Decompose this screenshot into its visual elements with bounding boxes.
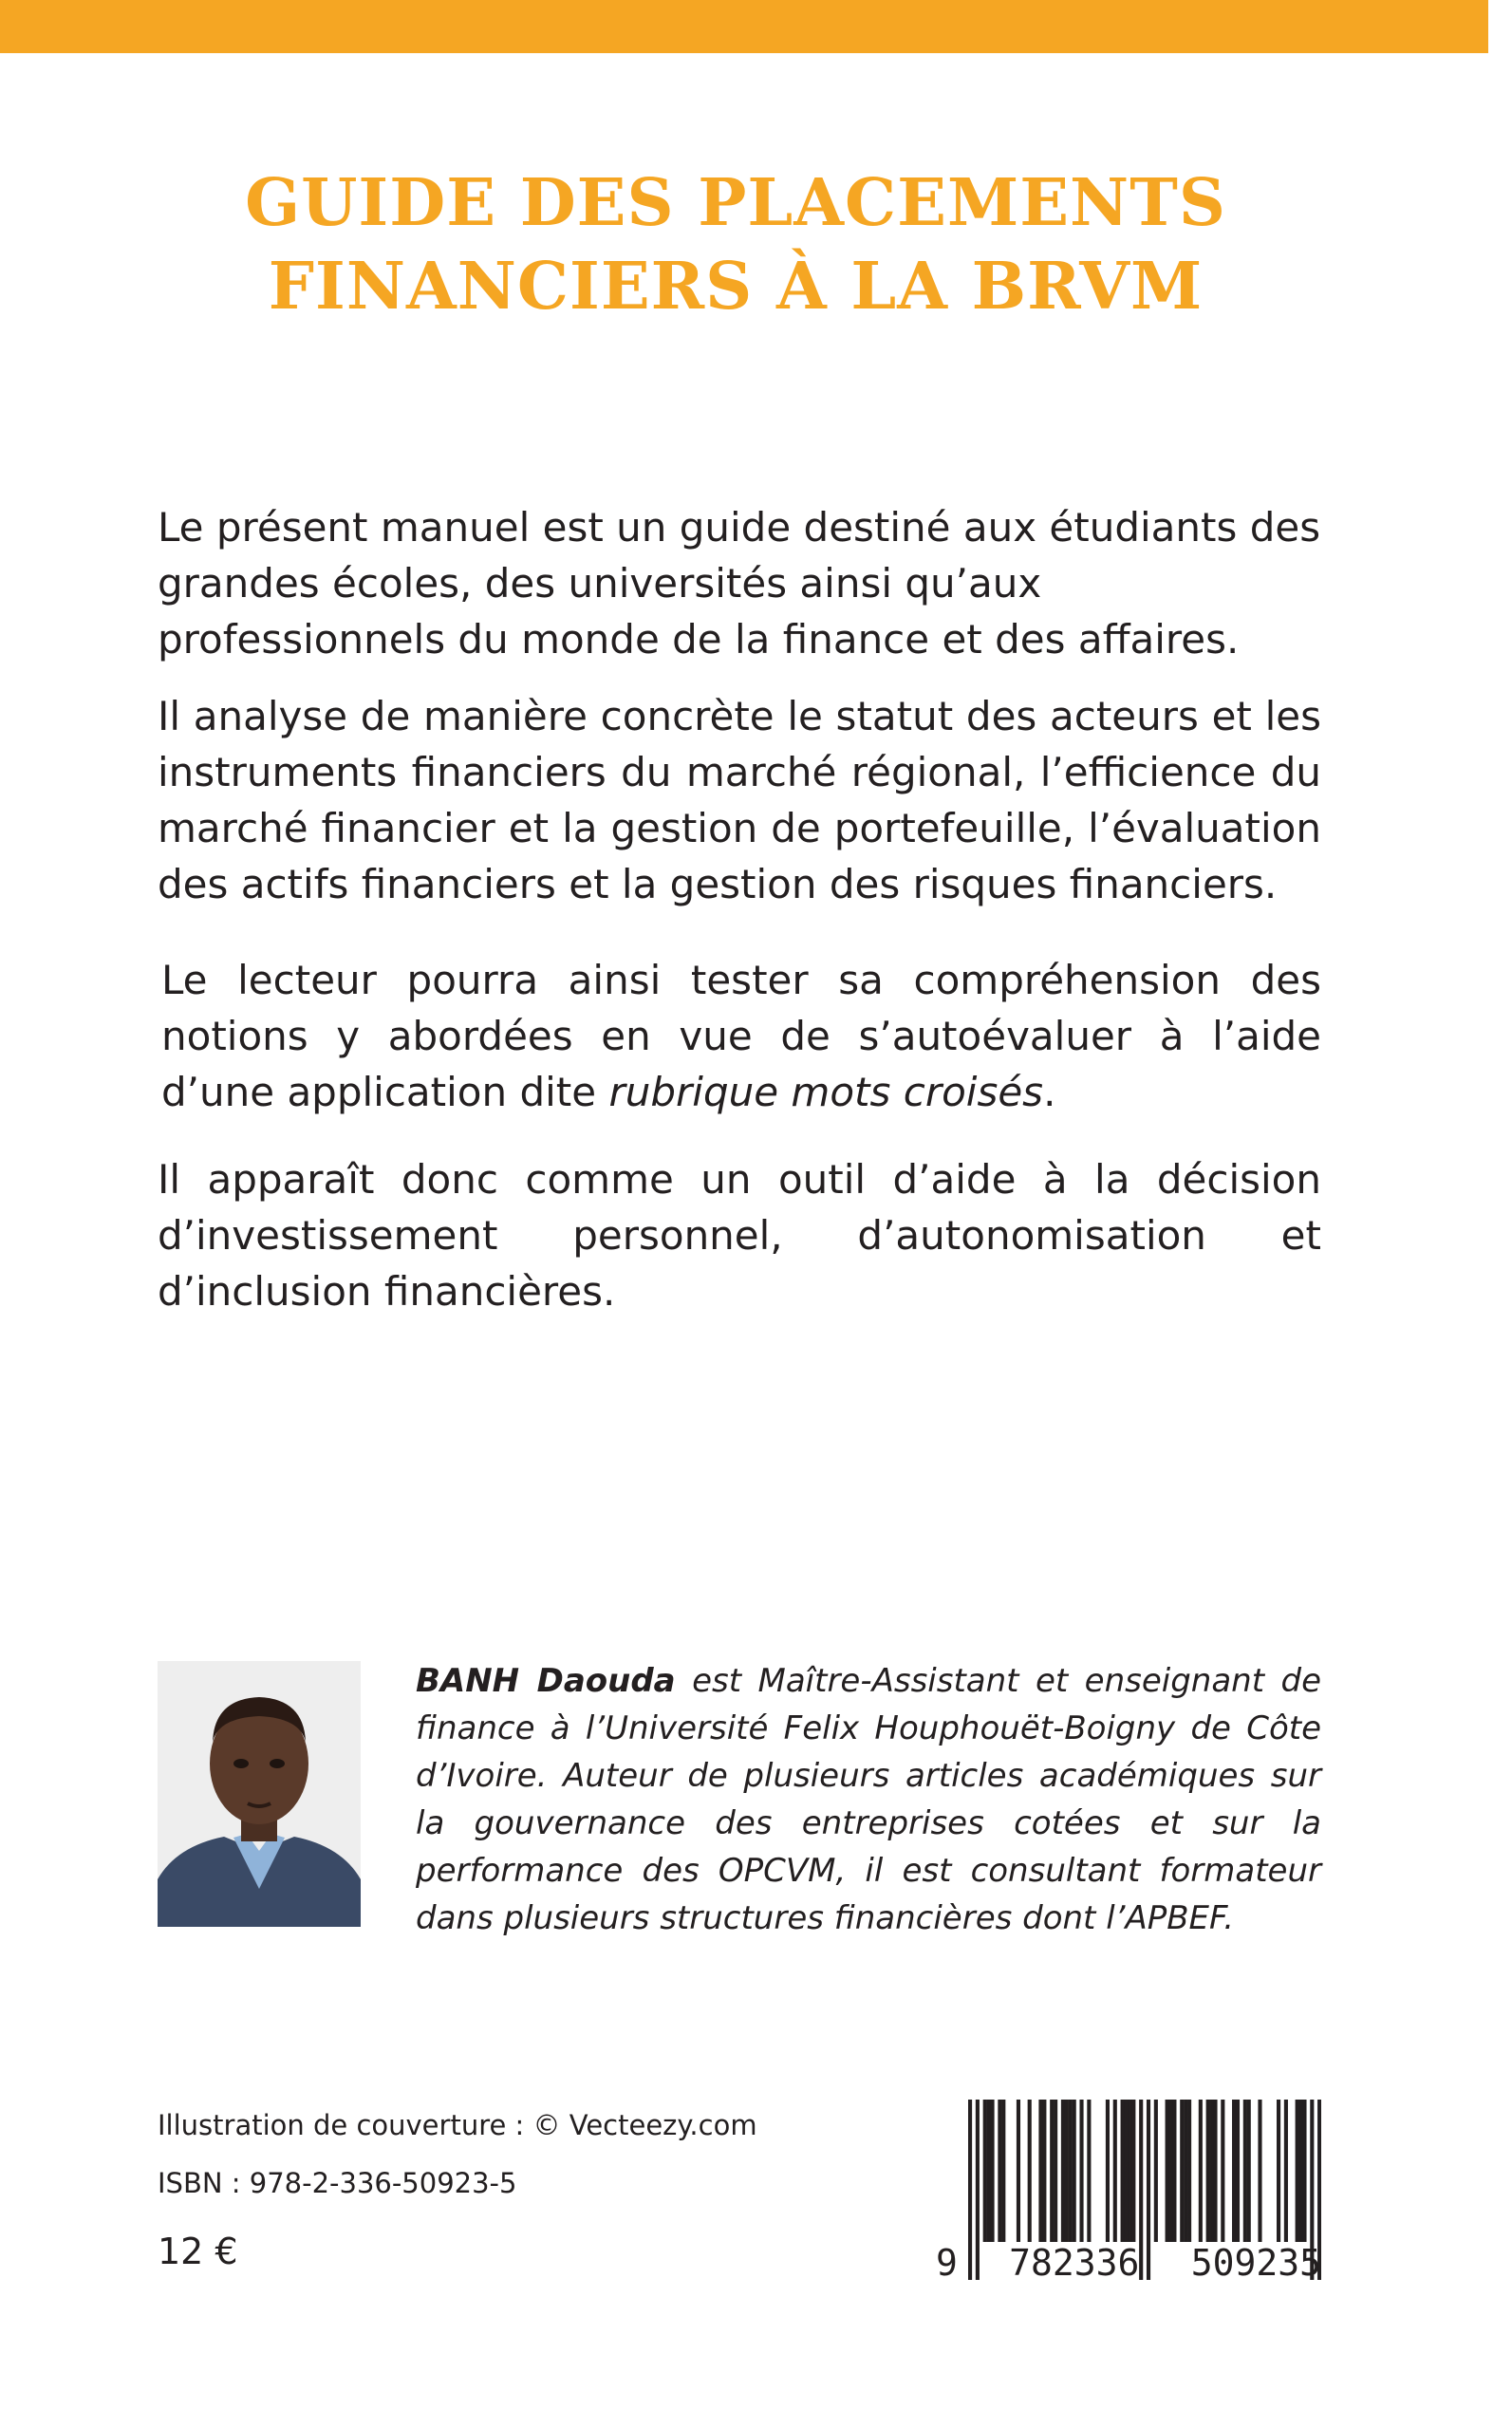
- barcode-bar: [1172, 2100, 1176, 2242]
- top-accent-bar: [0, 0, 1488, 53]
- title-line-2: FINANCIERS À LA BRVM: [268, 249, 1204, 325]
- isbn-number: ISBN : 978-2-336-50923-5: [158, 2167, 517, 2199]
- barcode-digit-group-1: 9: [936, 2242, 958, 2284]
- barcode-bar: [1131, 2100, 1135, 2242]
- barcode-digit-group-3: 509235: [1190, 2242, 1321, 2284]
- p3-text: Le lecteur pourra ainsi tester sa compréhension des notions y abordées en vue de s’autoévaluer à l’aide d’une application dite: [161, 957, 1321, 1115]
- barcode-digit-group-2: 782336: [1009, 2242, 1140, 2284]
- barcode-bar: [1221, 2100, 1224, 2242]
- blurb-paragraph-2: Il analyse de manière concrète le statut des acteurs et les instruments financiers du marché régional, l’efficience du marché financier et la gestion de portefeuille, l’évaluation des actifs financiers et la gestion des risques financiers.: [158, 693, 1321, 907]
- barcode-bar: [1017, 2100, 1020, 2242]
- barcode-bar: [983, 2100, 987, 2242]
- barcode-bar: [1065, 2100, 1069, 2242]
- blurb-paragraph-3: [161, 952, 1321, 1120]
- barcode-bar: [1299, 2100, 1303, 2242]
- barcode-bar: [1113, 2100, 1117, 2242]
- barcode-bar: [1154, 2100, 1158, 2242]
- price-label: 12 €: [158, 2231, 238, 2272]
- barcode-bar: [987, 2100, 991, 2242]
- barcode-bar: [990, 2100, 994, 2242]
- barcode-bar: [1180, 2100, 1184, 2242]
- barcode-bar: [1087, 2100, 1091, 2242]
- author-name: BANH Daouda: [416, 1662, 676, 1700]
- barcode-bar: [1232, 2100, 1236, 2242]
- barcode-bar: [1061, 2100, 1065, 2242]
- barcode-bar: [1302, 2100, 1306, 2242]
- barcode-bar: [1038, 2100, 1042, 2242]
- barcode-bar: [1243, 2100, 1247, 2242]
- barcode-bar: [1042, 2100, 1046, 2242]
- barcode-bar: [1054, 2100, 1057, 2242]
- title-line-1: GUIDE DES PLACEMENTS: [245, 165, 1226, 241]
- barcode-bar: [1236, 2100, 1240, 2242]
- barcode-bar: [1284, 2100, 1288, 2242]
- illustration-credit: Illustration de couverture : © Vecteezy.com: [158, 2109, 757, 2141]
- barcode-bar: [1069, 2100, 1073, 2242]
- barcode-bar: [1199, 2100, 1203, 2242]
- barcode-bar: [1166, 2100, 1169, 2242]
- book-title: [142, 161, 1329, 328]
- barcode-bar: [1001, 2100, 1005, 2242]
- barcode-bar: [1210, 2100, 1214, 2242]
- barcode-bar: [1187, 2100, 1191, 2242]
- barcode-bar: [1121, 2100, 1125, 2242]
- author-portrait-image: [158, 1661, 361, 1927]
- barcode-bar: [1213, 2100, 1217, 2242]
- barcode-bar: [1079, 2100, 1083, 2242]
- barcode-bar: [1247, 2100, 1251, 2242]
- blurb-paragraph-1: Le présent manuel est un guide destiné aux étudiants des grandes écoles, des universités ainsi qu’aux professionnels du monde de la finance et des affaires.: [158, 504, 1321, 663]
- author-bio-text: est Maître-Assistant et enseignant de finance à l’Université Felix Houphouët-Boigny de Côte d’Ivoire. Auteur de plusieurs articles académiques sur la gouvernance des entreprises cotées et sur la performance des OPCVM, il est consultant formateur dans plusieurs structures financières dont l’APBEF.: [416, 1662, 1321, 1937]
- barcode-bar: [1124, 2100, 1128, 2242]
- barcode-bar: [1128, 2100, 1131, 2242]
- author-photo: [158, 1661, 361, 1927]
- barcode-bar: [1206, 2100, 1210, 2242]
- barcode-bar: [1106, 2100, 1110, 2242]
- barcode-bar: [1258, 2100, 1261, 2242]
- blurb-paragraph-4: Il apparaît donc comme un outil d’aide à la décision d’investissement personnel, d’autonomisation et d’inclusion financières.: [158, 1156, 1321, 1315]
- barcode-bar: [1277, 2100, 1280, 2242]
- p3-end: .: [1043, 1069, 1056, 1115]
- barcode-bar: [1184, 2100, 1187, 2242]
- barcode-bar: [1168, 2100, 1172, 2242]
- barcode-bar: [998, 2100, 1001, 2242]
- barcode-bar: [1028, 2100, 1032, 2242]
- barcode-digits: [936, 2242, 1321, 2284]
- barcode-bar: [1073, 2100, 1076, 2242]
- barcode-bar: [1296, 2100, 1299, 2242]
- barcode-bar: [1050, 2100, 1054, 2242]
- p3-italic-text: rubrique mots croisés: [608, 1069, 1044, 1115]
- author-bio: [416, 1657, 1321, 1942]
